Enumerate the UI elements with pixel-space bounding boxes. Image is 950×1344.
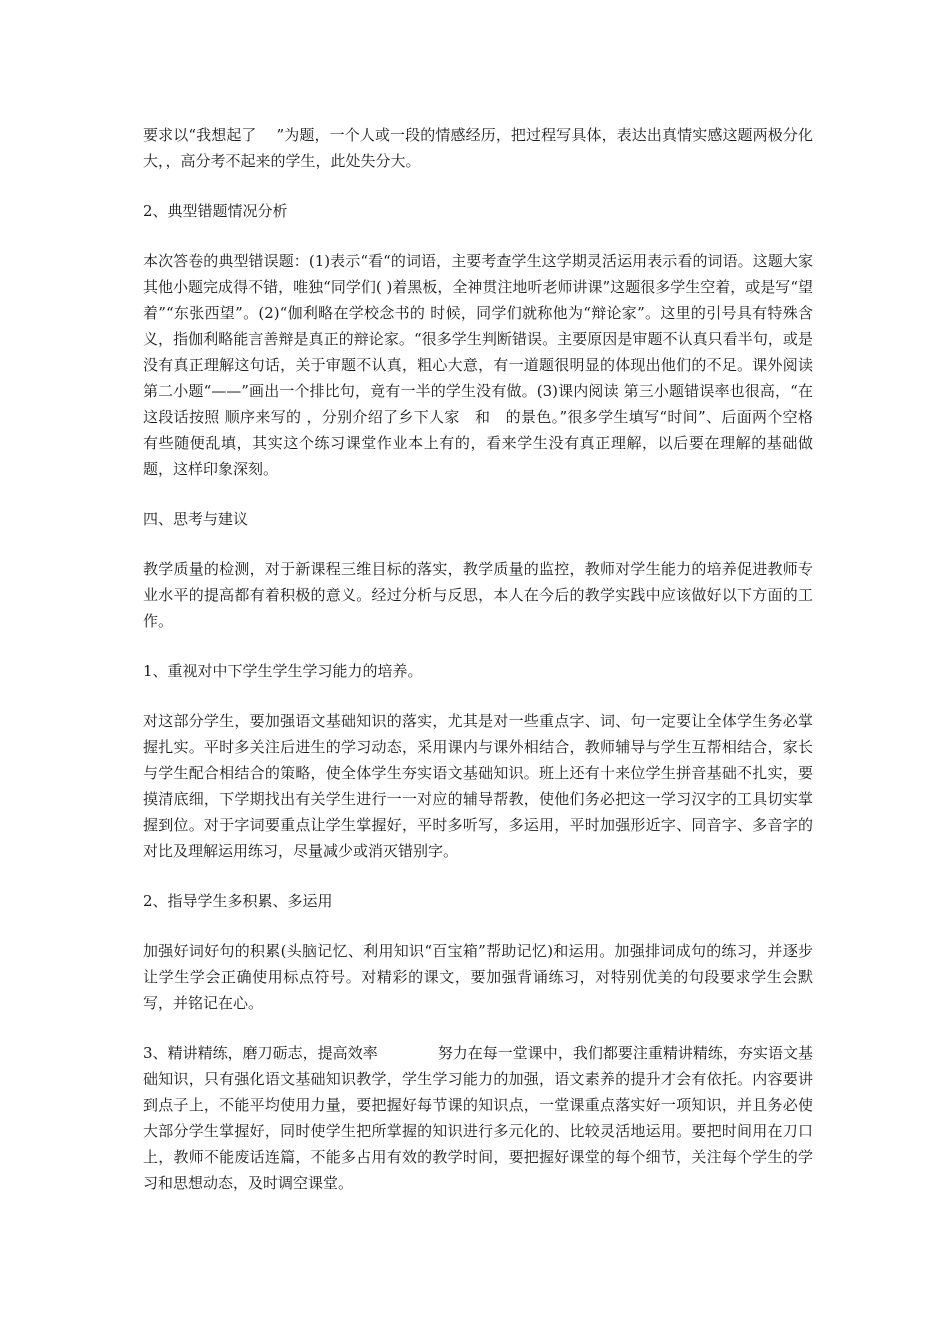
point-3-title: 3、精讲精练，磨刀砺志，提高效率	[143, 1044, 378, 1062]
heading-typical-errors: 2、典型错题情况分析	[143, 202, 288, 220]
heading-point-1: 1、重视对中下学生学生学习能力的培养。	[143, 662, 423, 680]
heading-point-2: 2、指导学生多积累、多运用	[143, 892, 333, 910]
paragraph-reflection: 教学质量的检测，对于新课程三维目标的落实，教学质量的监控，教师对学生能力的培养促进教师专业水平的提高都有着积极的意义。经过分析与反思，本人在今后的教学实践中应该做好以下方面的工作。	[143, 560, 813, 630]
document-body	[143, 122, 813, 1220]
paragraph-point-2: 加强好词好句的积累(头脑记忆、利用知识“百宝箱”帮助记忆)和运用。加强排词成句的练习，并逐步让学生学会正确使用标点符号。对精彩的课文，要加强背诵练习，对特别优美的句段要求学生会默写，并铭记在心。	[143, 942, 813, 1012]
paragraph-point-1: 对这部分学生，要加强语文基础知识的落实，尤其是对一些重点字、词、句一定要让全体学生务必掌握扎实。平时多关注后进生的学习动态，采用课内与课外相结合，教师辅导与学生互帮相结合，家长与学生配合相结合的策略，使全体学生夯实语文基础知识。班上还有十来位学生拼音基础不扎实，要摸清底细，下学期找出有关学生进行一一对应的辅导帮教，使他们务必把这一学习汉字的工具切实掌握到位。对于字词要重点让学生掌握好，平时多听写，多运用，平时加强形近字、同音字、多音字的对比及理解运用练习，尽量减少或消灭错别字。	[143, 712, 813, 860]
paragraph-point-3	[143, 1040, 813, 1196]
paragraph-essay-requirement: 要求以“我想起了 ”为题，一个人或一段的情感经历，把过程写具体，表达出真情实感这题两极分化大，，高分考不起来的学生，此处失分大。	[143, 126, 813, 170]
paragraph-typical-errors: 本次答卷的典型错误题：(1)表示“看“的词语，主要考查学生这学期灵活运用表示看的词语。这题大家其他小题完成得不错，唯独“同学们( )着黑板，全神贯注地听老师讲课”这题很多学生空着，或是写“望着”“东张西望”。(2)“伽利略在学校念书的 时候，同学们就称他为“辩论家”。这里的引号具有特殊含义，指伽利略能言善辩是真正的辩论家。“很多学生判断错误。主要原因是审题不认真只看半句，或是没有真正理解这句话，关于审题不认真，粗心大意，有一道题很明显的体现出他们的不足。课外阅读第二小题“——”画出一个排比句，竟有一半的学生没有做。(3)课内阅读 第三小题错误率也很高，“在这段话按照 顺序来写的 ，分别介绍了乡下人家 和 的景色。”很多学生填写“时间”、后面两个空格有些随便乱填，其实这个练习课堂作业本上有的，看来学生没有真正理解，以后要在理解的基础做题，这样印象深刻。	[143, 252, 813, 478]
point-3-body: 努力在每一堂课中，我们都要注重精讲精练，夯实语文基础知识，只有强化语文基础知识教学，学生学习能力的加强，语文素养的提升才会有依托。内容要讲到点子上，不能平均使用力量，要把握好每节课的知识点，一堂课重点落实好一项知识，并且务必使大部分学生掌握好，同时使学生把所掌握的知识进行多元化的、比较灵活地运用。要把时间用在刀口上，教师不能废话连篇，不能多占用有效的教学时间，要把握好课堂的每个细节，关注每个学生的学习和思想动态，及时调空课堂。	[143, 1044, 813, 1192]
heading-reflection: 四、思考与建议	[143, 510, 249, 528]
